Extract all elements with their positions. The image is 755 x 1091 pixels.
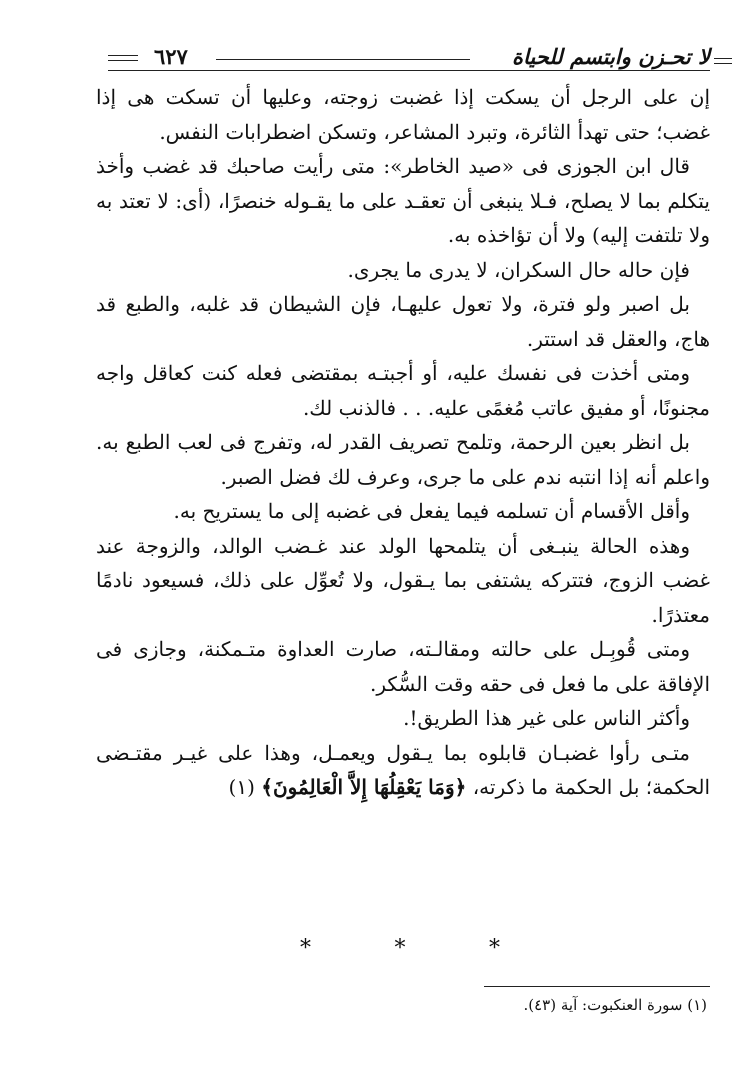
page-number: ٦٢٧ (154, 44, 188, 69)
quran-verse: ﴿وَمَا يَعْقِلُهَا إِلاَّ الْعَالِمُونَ﴾ (261, 775, 467, 799)
footnote-marker: (١) (228, 775, 255, 799)
footnote: (١) سورة العنكبوت: آية (٤٣). (523, 996, 707, 1014)
paragraph: إن على الرجل أن يسكت إذا غضبت زوجته، وعليها أن تسكت هى إذا غضب؛ حتى تهدأ الثائرة، وتبرد المشاعر، وتسكن اضطرابات النفس. (96, 85, 710, 144)
body-text (96, 80, 710, 805)
header-leader-line (216, 59, 470, 60)
paragraph: قال ابن الجوزى فى «صيد الخاطر»: متى رأيت صاحبك قد غضب وأخذ يتكلم بما لا يصلح، فـلا ينبغى أن تعقـد على ما يقـوله خنصرًا، (أى: لا تعتد به ولا تلتفت إليه) ولا أن تؤاخذه به. (96, 154, 710, 247)
paragraph: وهذه الحالة ينبـغى أن يتلمحها الولد عند غـضب الوالد، والزوجة عند غضب الزوج، فتتركه يشتفى بما يـقول، ولا تُعوِّل على ذلك، فسيعود نادمًا معتذرًا. (96, 533, 710, 627)
paragraph: بل اصبر ولو فترة، ولا تعول عليهـا، فإن الشيطان قد غلبه، والطبع قد هاج، والعقل قد استتر. (96, 292, 710, 351)
paragraph-with-quran-verse (96, 736, 710, 805)
section-separator (300, 936, 500, 961)
header-ornament-left (108, 55, 138, 61)
paragraph: وأكثر الناس على غير هذا الطريق!. (403, 706, 690, 730)
header-ornament-right (714, 58, 732, 64)
paragraph: وأقل الأقسام أن تسلمه فيما يفعل فى غضبه إلى ما يستريح به. (173, 499, 690, 523)
paragraph: ومتى قُوبِـل على حالته ومقالـته، صارت العداوة متـمكنة، وجازى فى الإفاقة على ما فعل فى حقه وقت السُّكر. (96, 637, 710, 696)
separator-star: * (394, 936, 406, 961)
paragraph-text: متـى رأوا غضبـان قابلوه بما يـقول ويعمـل، وهذا على غيـر مقتـضى الحكمة؛ بل الحكمة ما ذكرته، (96, 740, 710, 799)
running-title: لا تحـزن وابتسم للحياة (512, 44, 710, 69)
header-rule (108, 70, 710, 71)
paragraph: بل انظر بعين الرحمة، وتلمح تصريف القدر له، وتفرج فى لعب الطبع به. واعلم أنه إذا انتبه ندم على ما جرى، وعرف لك فضل الصبر. (96, 430, 710, 489)
paragraph: فإن حاله حال السكران، لا يدرى ما يجرى. (347, 257, 690, 282)
separator-star: * (489, 936, 500, 961)
separator-star: * (300, 936, 311, 961)
paragraph: ومتى أخذت فى نفسك عليه، أو أجبتـه بمقتضى فعله كنت كعاقل واجه مجنونًا، أو مفيق عاتب مُغمًى عليه. . . فالذنب لك. (96, 361, 710, 420)
footnote-rule (484, 986, 710, 987)
